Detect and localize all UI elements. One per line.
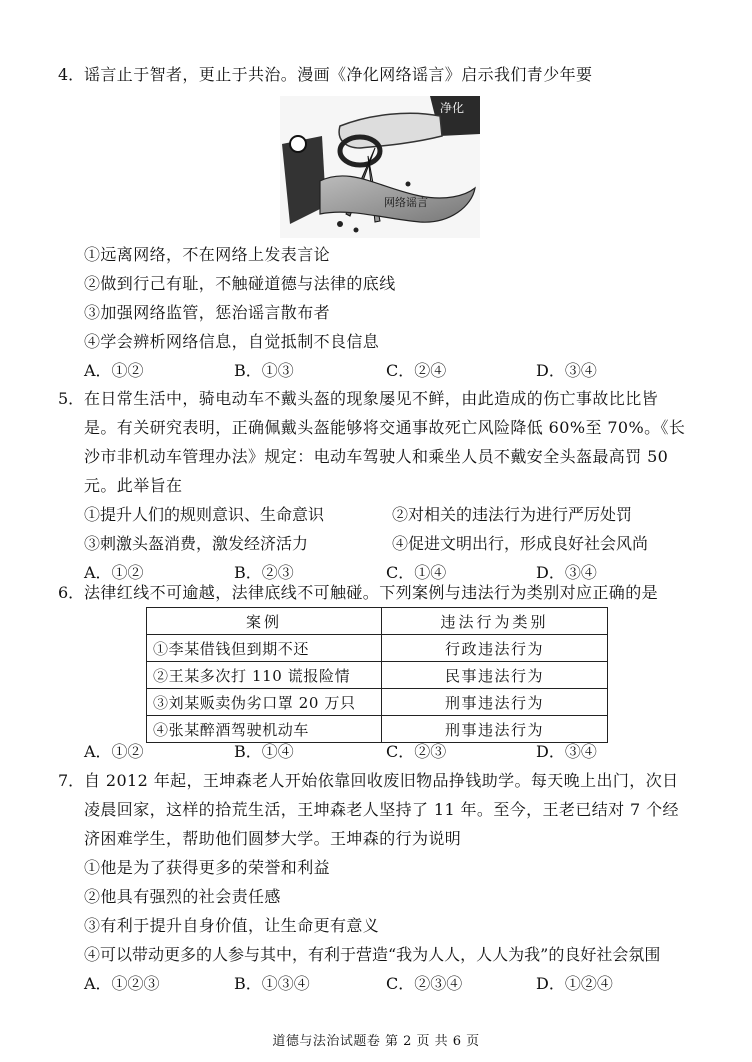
table-cell: ④张某醉酒驾驶机动车: [147, 716, 382, 743]
choice-d: D．③④: [536, 361, 597, 380]
table-row: [147, 689, 608, 716]
option-item: ①提升人们的规则意识、生命意识: [84, 505, 325, 524]
choice-c: C．②④: [386, 361, 447, 380]
option-row: [84, 500, 712, 529]
column-header: 违法行为类别: [382, 608, 608, 635]
answer-choices: [84, 356, 712, 385]
choice-d: D．③④: [536, 563, 597, 582]
question-stem-line: 自 2012 年起，王坤森老人开始依靠回收废旧物品挣钱助学。每天晚上出门，次日: [84, 771, 679, 790]
question-4-options: [58, 240, 712, 385]
answer-choices: [84, 969, 712, 998]
question-stem-line: 济困难学生，帮助他们圆梦大学。王坤森的行为说明: [84, 829, 462, 848]
question-stem: 法律红线不可逾越，法律底线不可触碰。下列案例与违法行为类别对应正确的是: [84, 583, 659, 602]
question-6-choices: [58, 737, 712, 766]
option-item: ②做到行己有耻，不触碰道德与法律的底线: [84, 274, 396, 293]
question-number: 7．: [58, 771, 85, 790]
option-item: ①远离网络，不在网络上发表言论: [84, 245, 331, 264]
question-number: 5．: [58, 389, 85, 408]
choice-c: C．①④: [386, 563, 447, 582]
option-item: ③有利于提升自身价值，让生命更有意义: [84, 916, 380, 935]
table-row: [147, 662, 608, 689]
choice-b: B．②③: [234, 563, 294, 582]
answer-choices: [84, 737, 712, 766]
choice-d: D．③④: [536, 742, 597, 761]
question-stem: 谣言止于智者，更止于共治。漫画《净化网络谣言》启示我们青少年要: [84, 65, 593, 84]
question-stem-line: 凌晨回家，这样的拾荒生活，王坤森老人坚持了 11 年。至今，王老已结对 7 个经: [84, 800, 679, 819]
option-item: ③刺激头盔消费，激发经济活力: [84, 534, 309, 553]
choice-a: A．①②: [84, 563, 144, 582]
table-header-row: [147, 608, 608, 635]
question-4: [58, 60, 712, 89]
question-5: [58, 384, 712, 587]
table-cell: ③刘某贩卖伪劣口罩 20 万只: [147, 689, 382, 716]
table-row: [147, 635, 608, 662]
cartoon-label-bottom: 网络谣言: [384, 196, 428, 209]
question-stem-line: 元。此举旨在: [84, 476, 183, 495]
option-item: ②对相关的违法行为进行严厉处罚: [392, 505, 633, 524]
cartoon-label-top: 净化: [440, 101, 465, 115]
question-6: [58, 578, 712, 607]
option-item: ③加强网络监管，惩治谣言散布者: [84, 303, 331, 322]
question-number: 6．: [58, 583, 85, 602]
cartoon-illustration: [280, 96, 480, 238]
column-header: 案例: [147, 608, 382, 635]
table-cell: 民事违法行为: [382, 662, 608, 689]
page-footer: 道德与法治试题卷 第 2 页 共 6 页: [272, 1034, 480, 1049]
cartoon-svg: [280, 96, 480, 238]
option-item: ④可以带动更多的人参与其中，有利于营造“我为人人，人人为我”的良好社会氛围: [84, 945, 661, 964]
option-item: ①他是为了获得更多的荣誉和利益: [84, 858, 331, 877]
table-cell: 行政违法行为: [382, 635, 608, 662]
option-row: [84, 529, 712, 558]
question-stem-line: 沙市非机动车管理办法》规定：电动车驾驶人和乘坐人员不戴安全头盔最高罚 50: [84, 447, 669, 466]
choice-b: B．①③④: [234, 974, 310, 993]
bomb-shape: [290, 136, 306, 152]
question-7: [58, 766, 712, 998]
choice-c: C．②③④: [386, 974, 463, 993]
question-stem-line: 是。有关研究表明，正确佩戴头盔能够将交通事故死亡风险降低 60%至 70%。《长: [84, 418, 686, 437]
choice-a: A．①②③: [84, 974, 160, 993]
option-item: ④促进文明出行，形成良好社会风尚: [392, 534, 649, 553]
choice-d: D．①②④: [536, 974, 613, 993]
option-item: ②他具有强烈的社会责任感: [84, 887, 281, 906]
choice-b: B．①④: [234, 742, 294, 761]
question-stem-line: 在日常生活中，骑电动车不戴头盔的现象屡见不鲜，由此造成的伤亡事故比比皆: [84, 389, 659, 408]
choice-b: B．①③: [234, 361, 294, 380]
choice-c: C．②③: [386, 742, 447, 761]
table-cell: ②王某多次打 110 谎报险情: [147, 662, 382, 689]
case-table: [146, 607, 608, 743]
table-cell: 刑事违法行为: [382, 689, 608, 716]
choice-a: A．①②: [84, 361, 144, 380]
table-cell: 刑事违法行为: [382, 716, 608, 743]
option-item: ④学会辨析网络信息，自觉抵制不良信息: [84, 332, 380, 351]
question-number: 4．: [58, 65, 85, 84]
choice-a: A．①②: [84, 742, 144, 761]
table-cell: ①李某借钱但到期不还: [147, 635, 382, 662]
